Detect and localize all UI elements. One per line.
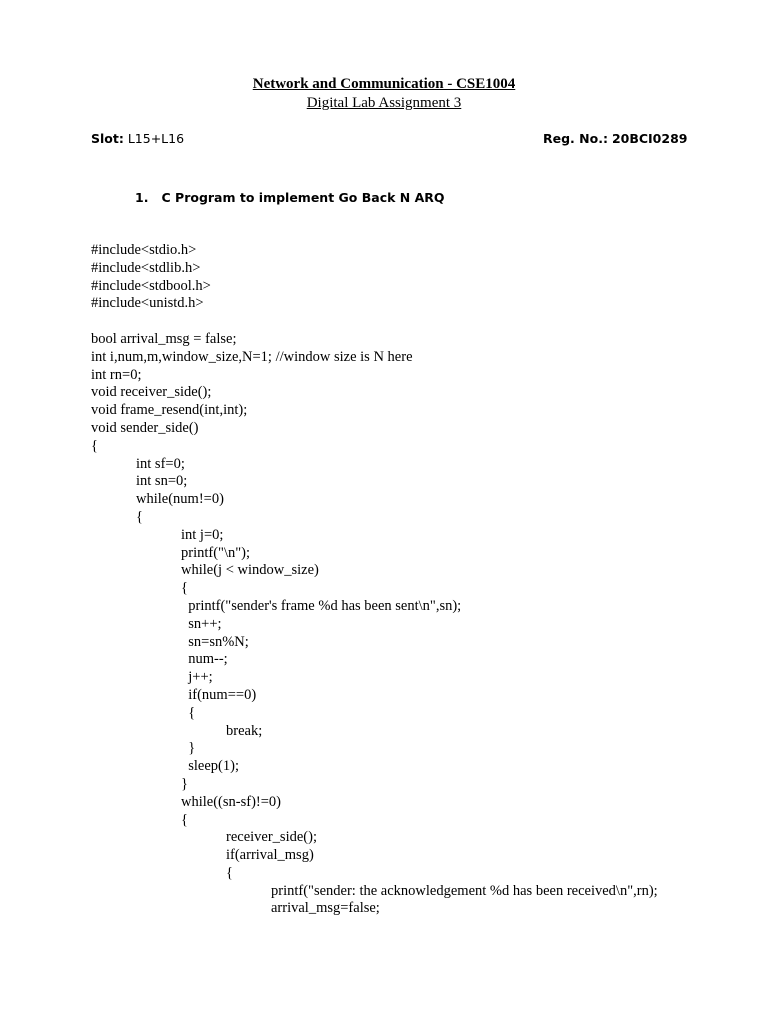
reg-label: Reg. No.:	[543, 131, 608, 146]
code-line: if(arrival_msg)	[226, 847, 314, 864]
code-line: printf("sender: the acknowledgement %d has been received\n",rn);	[271, 882, 658, 899]
code-line: printf("sender's frame %d has been sent\n",sn);	[181, 597, 462, 614]
code-line: arrival_msg=false;	[271, 900, 380, 917]
code-line: }	[181, 775, 188, 792]
code-line: #include<unistd.h>	[91, 295, 204, 312]
code-line: void sender_side()	[91, 419, 199, 436]
slot-value: L15+L16	[127, 131, 185, 146]
reg-no-info	[543, 131, 687, 146]
code-line: sn++;	[181, 615, 222, 632]
code-line: if(num==0)	[181, 686, 257, 703]
slot-label: Slot:	[91, 131, 124, 146]
code-line: void frame_resend(int,int);	[91, 402, 248, 419]
code-line: break;	[226, 722, 263, 739]
slot-info	[91, 131, 184, 146]
code-line: void receiver_side();	[91, 384, 212, 401]
document-title: Network and Communication - CSE1004	[252, 76, 516, 92]
code-line: j++;	[181, 669, 213, 686]
code-line: while((sn-sf)!=0)	[181, 793, 281, 810]
code-line: #include<stdbool.h>	[91, 277, 211, 294]
code-line: {	[181, 580, 188, 597]
document-subtitle: Digital Lab Assignment 3	[306, 95, 462, 111]
code-line: {	[136, 508, 143, 525]
code-line: sn=sn%N;	[181, 633, 249, 650]
code-line: #include<stdlib.h>	[91, 259, 201, 276]
code-line: {	[226, 864, 233, 881]
code-line: printf("\n");	[181, 544, 251, 561]
code-line: {	[91, 437, 98, 454]
code-line: int sn=0;	[136, 473, 188, 490]
code-line	[91, 313, 658, 331]
code-line: #include<stdio.h>	[91, 242, 197, 258]
code-line: int rn=0;	[91, 366, 142, 383]
code-line: while(j < window_size)	[181, 562, 319, 579]
code-line: receiver_side();	[226, 829, 317, 846]
code-line: }	[181, 740, 196, 757]
code-line: int j=0;	[181, 526, 224, 543]
code-line: int i,num,m,window_size,N=1; //window size is N here	[91, 348, 413, 365]
code-listing	[91, 242, 658, 918]
code-line: bool arrival_msg = false;	[91, 330, 237, 347]
code-line: num--;	[181, 651, 228, 668]
code-line: int sf=0;	[136, 455, 185, 472]
code-line: {	[181, 704, 196, 721]
code-line: sleep(1);	[181, 758, 239, 775]
reg-value: 20BCI0289	[611, 131, 688, 146]
code-line: {	[181, 811, 188, 828]
section-heading: 1. C Program to implement Go Back N ARQ	[135, 190, 445, 205]
code-line: while(num!=0)	[136, 491, 224, 508]
